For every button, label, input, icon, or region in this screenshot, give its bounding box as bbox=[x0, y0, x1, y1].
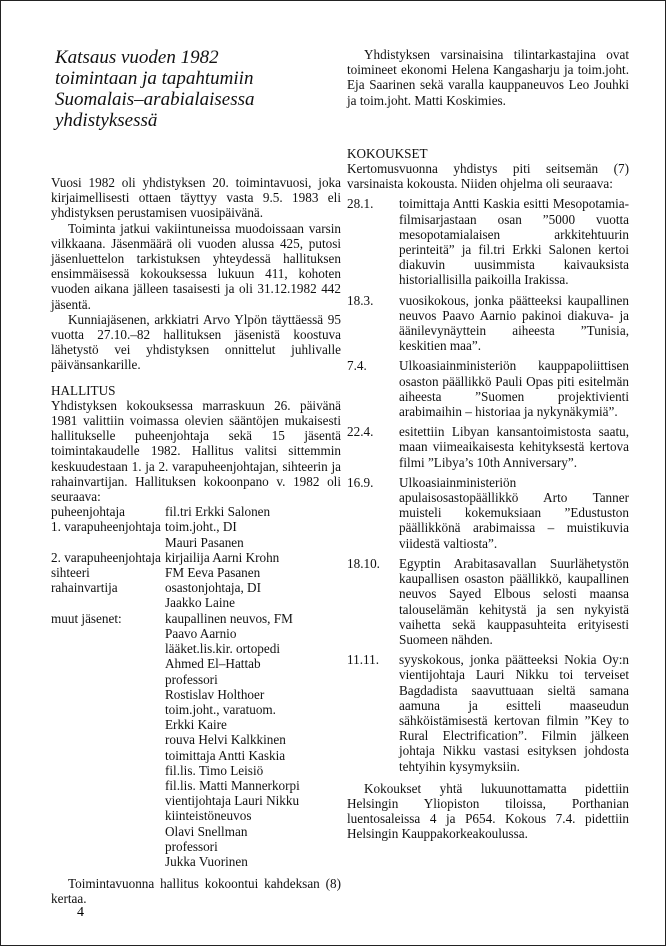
right-column bbox=[347, 47, 629, 842]
board-role: sihteeri bbox=[51, 565, 90, 581]
event-date: 28.1. bbox=[347, 196, 374, 212]
member-line: toim.joht., DI bbox=[165, 519, 237, 535]
event-text: esitettiin Libyan kansantoimistosta saatu, maan viimeaikaisesta kehityksestä kertova filmi ”Libya’s 10th Anniversary”. bbox=[399, 424, 629, 470]
event-date: 18.3. bbox=[347, 292, 374, 308]
member-line: kiinteistöneuvos bbox=[165, 808, 252, 824]
member-line: rouva Helvi Kalkkinen bbox=[165, 732, 286, 748]
article-title bbox=[55, 47, 341, 131]
board-meetings-paragraph: Toimintavuonna hallitus kokoontui kahdeksan (8) kertaa. bbox=[51, 876, 341, 907]
member-line: lääket.lis.kir. ortopedi bbox=[165, 641, 280, 657]
member-line: professori bbox=[165, 838, 218, 854]
member-line: vientijohtaja Lauri Nikku bbox=[165, 793, 300, 809]
member-line: toim.joht., varatuom. bbox=[165, 701, 276, 717]
event-text: Egyptin Arabitasavallan Suurlähetystön kaupallisen osaston päällikkö, kaupallinen neuvos Sayed Elbous selosti maansa talouselämän kehitystä ja sen nykyistä vaihetta sekä kauppasuhteita erityisesti Suomeen nähden. bbox=[399, 555, 629, 647]
board-row bbox=[51, 519, 341, 549]
event-date: 16.9. bbox=[347, 474, 374, 490]
member-line: Erkki Kaire bbox=[165, 717, 227, 733]
board-heading: HALLITUS bbox=[51, 382, 116, 398]
board-role: puheenjohtaja bbox=[51, 504, 125, 520]
board-role: 2. varapuheenjohtaja bbox=[51, 549, 161, 565]
member-line: Ahmed El–Hattab bbox=[165, 656, 261, 672]
member-line: Paavo Aarnio bbox=[165, 625, 237, 641]
member-line: osastonjohtaja, DI bbox=[165, 580, 261, 596]
board-row bbox=[51, 611, 341, 869]
meetings-intro: Kertomusvuonna yhdistys piti seitsemän (7) varsinaista kokousta. Niiden ohjelma oli seuraava: bbox=[347, 161, 629, 192]
event-item bbox=[347, 475, 629, 551]
title-line: yhdistyksessä bbox=[55, 110, 158, 131]
board-role: muut jäsenet: bbox=[51, 610, 122, 626]
board-row bbox=[51, 504, 341, 519]
member-line: FM Eeva Pasanen bbox=[165, 565, 261, 581]
member-line: Rostislav Holthoer bbox=[165, 686, 265, 702]
event-item bbox=[347, 556, 629, 647]
event-item bbox=[347, 424, 629, 470]
event-date: 11.11. bbox=[347, 652, 379, 668]
event-text: toimittaja Antti Kaskia esitti Mesopotamia-filmisarjastaan osan ”5000 vuotta mesopotamialaisen arkkitehtuurin perinteitä” ja fil.tri Erkki Salonen kertoi diakuvin uusimmista kaivauksista historiallisilla paikoilla Irakissa. bbox=[399, 196, 629, 288]
member-line: toimittaja Antti Kaskia bbox=[165, 747, 286, 763]
honorary-paragraph: Kunniajäsenen, arkkiatri Arvo Ylpön täyttäessä 95 vuotta 27.10.–82 hallituksen jäsenistä koostuva lähetystö vei yhdistyksen onnittelut juhlivalle päivänsankarille. bbox=[51, 311, 341, 373]
event-text: Ulkoasiainministeriön kauppapoliittisen osaston päällikkö Pauli Opas piti esitelmän aiheesta ”Suomen projektivienti arabimaihin – historiaa ja nykynäkymiä”. bbox=[399, 358, 629, 420]
meetings-closing-paragraph: Kokoukset yhtä lukuunottamatta pidettiin Helsingin Yliopiston tiloissa, Porthanian luentosaleissa 4 ja P654. Kokous 7.4. pidettiin Helsingin Kauppakorkeakoulussa. bbox=[347, 780, 629, 842]
board-row bbox=[51, 580, 341, 610]
board-member bbox=[165, 580, 341, 610]
member-line: fil.tri Erkki Salonen bbox=[165, 504, 271, 520]
event-item bbox=[347, 652, 629, 774]
event-text: Ulkoasiainministeriön apulaisosastopäällikkö Arto Tanner muisteli kokemuksiaan ”Edustuston päällikkönä arabimaissa – muistikuvia viidestä valtiosta”. bbox=[399, 474, 629, 551]
event-date: 22.4. bbox=[347, 424, 374, 440]
event-item bbox=[347, 358, 629, 419]
board-list bbox=[51, 504, 341, 869]
member-line: kaupallinen neuvos, FM bbox=[165, 610, 293, 626]
board-row bbox=[51, 565, 341, 580]
member-line: Jukka Vuorinen bbox=[165, 853, 248, 869]
board-member bbox=[165, 519, 341, 549]
board-member bbox=[165, 504, 341, 519]
board-member bbox=[165, 565, 341, 580]
member-line: professori bbox=[165, 671, 218, 687]
intro-paragraph: Vuosi 1982 oli yhdistyksen 20. toimintavuosi, joka kirjaimellisesti ottaen täyttyy vasta 9.5. 1983 eli yhdistyksen perustamisen vuosipäivänä. bbox=[51, 175, 341, 221]
left-column bbox=[51, 47, 341, 907]
member-line: Mauri Pasanen bbox=[165, 534, 244, 550]
event-date: 7.4. bbox=[347, 358, 367, 374]
title-line: Suomalais–arabialaisessa bbox=[55, 89, 255, 110]
member-line: kirjailija Aarni Krohn bbox=[165, 549, 280, 565]
meetings-heading: KOKOUKSET bbox=[347, 145, 428, 161]
board-member bbox=[165, 611, 341, 869]
activity-paragraph: Toiminta jatkui vakiintuneissa muodoissaan varsin vilkkaana. Jäsenmäärä oli vuoden alussa 425, putosi jäsenluettelon tarkistuksen yhteydessä hallituksen ensimmäisessä kokouksessa lukuun 411, kohoten vuoden aikana jälleen tasaisesti ja oli 31.12.1982 442 jäsentä. bbox=[51, 220, 341, 312]
event-item bbox=[347, 196, 629, 287]
member-line: fil.lis. Timo Leisiö bbox=[165, 762, 264, 778]
board-role: 1. varapuheenjohtaja bbox=[51, 519, 161, 535]
member-line: Olavi Snellman bbox=[165, 823, 248, 839]
title-line: toimintaan ja tapahtumiin bbox=[55, 68, 254, 89]
event-date: 18.10. bbox=[347, 555, 380, 571]
member-line: fil.lis. Matti Mannerkorpi bbox=[165, 777, 300, 793]
board-member bbox=[165, 550, 341, 565]
board-role: rahainvartija bbox=[51, 580, 118, 596]
event-list bbox=[347, 196, 629, 773]
event-item bbox=[347, 293, 629, 354]
board-row bbox=[51, 550, 341, 565]
board-paragraph: Yhdistyksen kokouksessa marraskuun 26. päivänä 1981 valittiin voimassa olevien sääntöjen mukaisesti hallitukselle puheenjohtaja sekä 15 jäsentä toimintakaudelle 1982. Hallitus valitsi sittemmin keskuudestaan 1. ja 2. varapuheenjohtajan, sihteerin ja rahainvartijan. Hallituksen kokoonpano v. 1982 oli seuraava: bbox=[51, 397, 341, 505]
event-text: vuosikokous, jonka päätteeksi kaupallinen neuvos Paavo Aarnio pakinoi diakuva- ja äänilevynäyttein aiheesta ”Tunisia, keskitien maa”. bbox=[399, 292, 629, 354]
page-number: 4 bbox=[77, 905, 84, 920]
title-line: Katsaus vuoden 1982 bbox=[55, 47, 219, 68]
member-line: Jaakko Laine bbox=[165, 595, 235, 611]
event-text: syyskokous, jonka päätteeksi Nokia Oy:n vientijohtaja Lauri Nikku toi terveiset Bagdadista saavuttuaan sieltä samana aamuna ja esitteli maaseudun sähköistämisestä kertovan filmin ”Key to Rural Electrification”. Filmin jälkeen johtaja Nikku vastasi esityksen johdosta tehtyihin kysymyksiin. bbox=[399, 652, 629, 774]
auditors-paragraph: Yhdistyksen varsinaisina tilintarkastajina ovat toimineet ekonomi Helena Kangasharju ja toim.joht. Eja Saarinen sekä varalla kauppaneuvos Leo Jouhki ja toim.joht. Matti Koskimies. bbox=[347, 47, 629, 108]
